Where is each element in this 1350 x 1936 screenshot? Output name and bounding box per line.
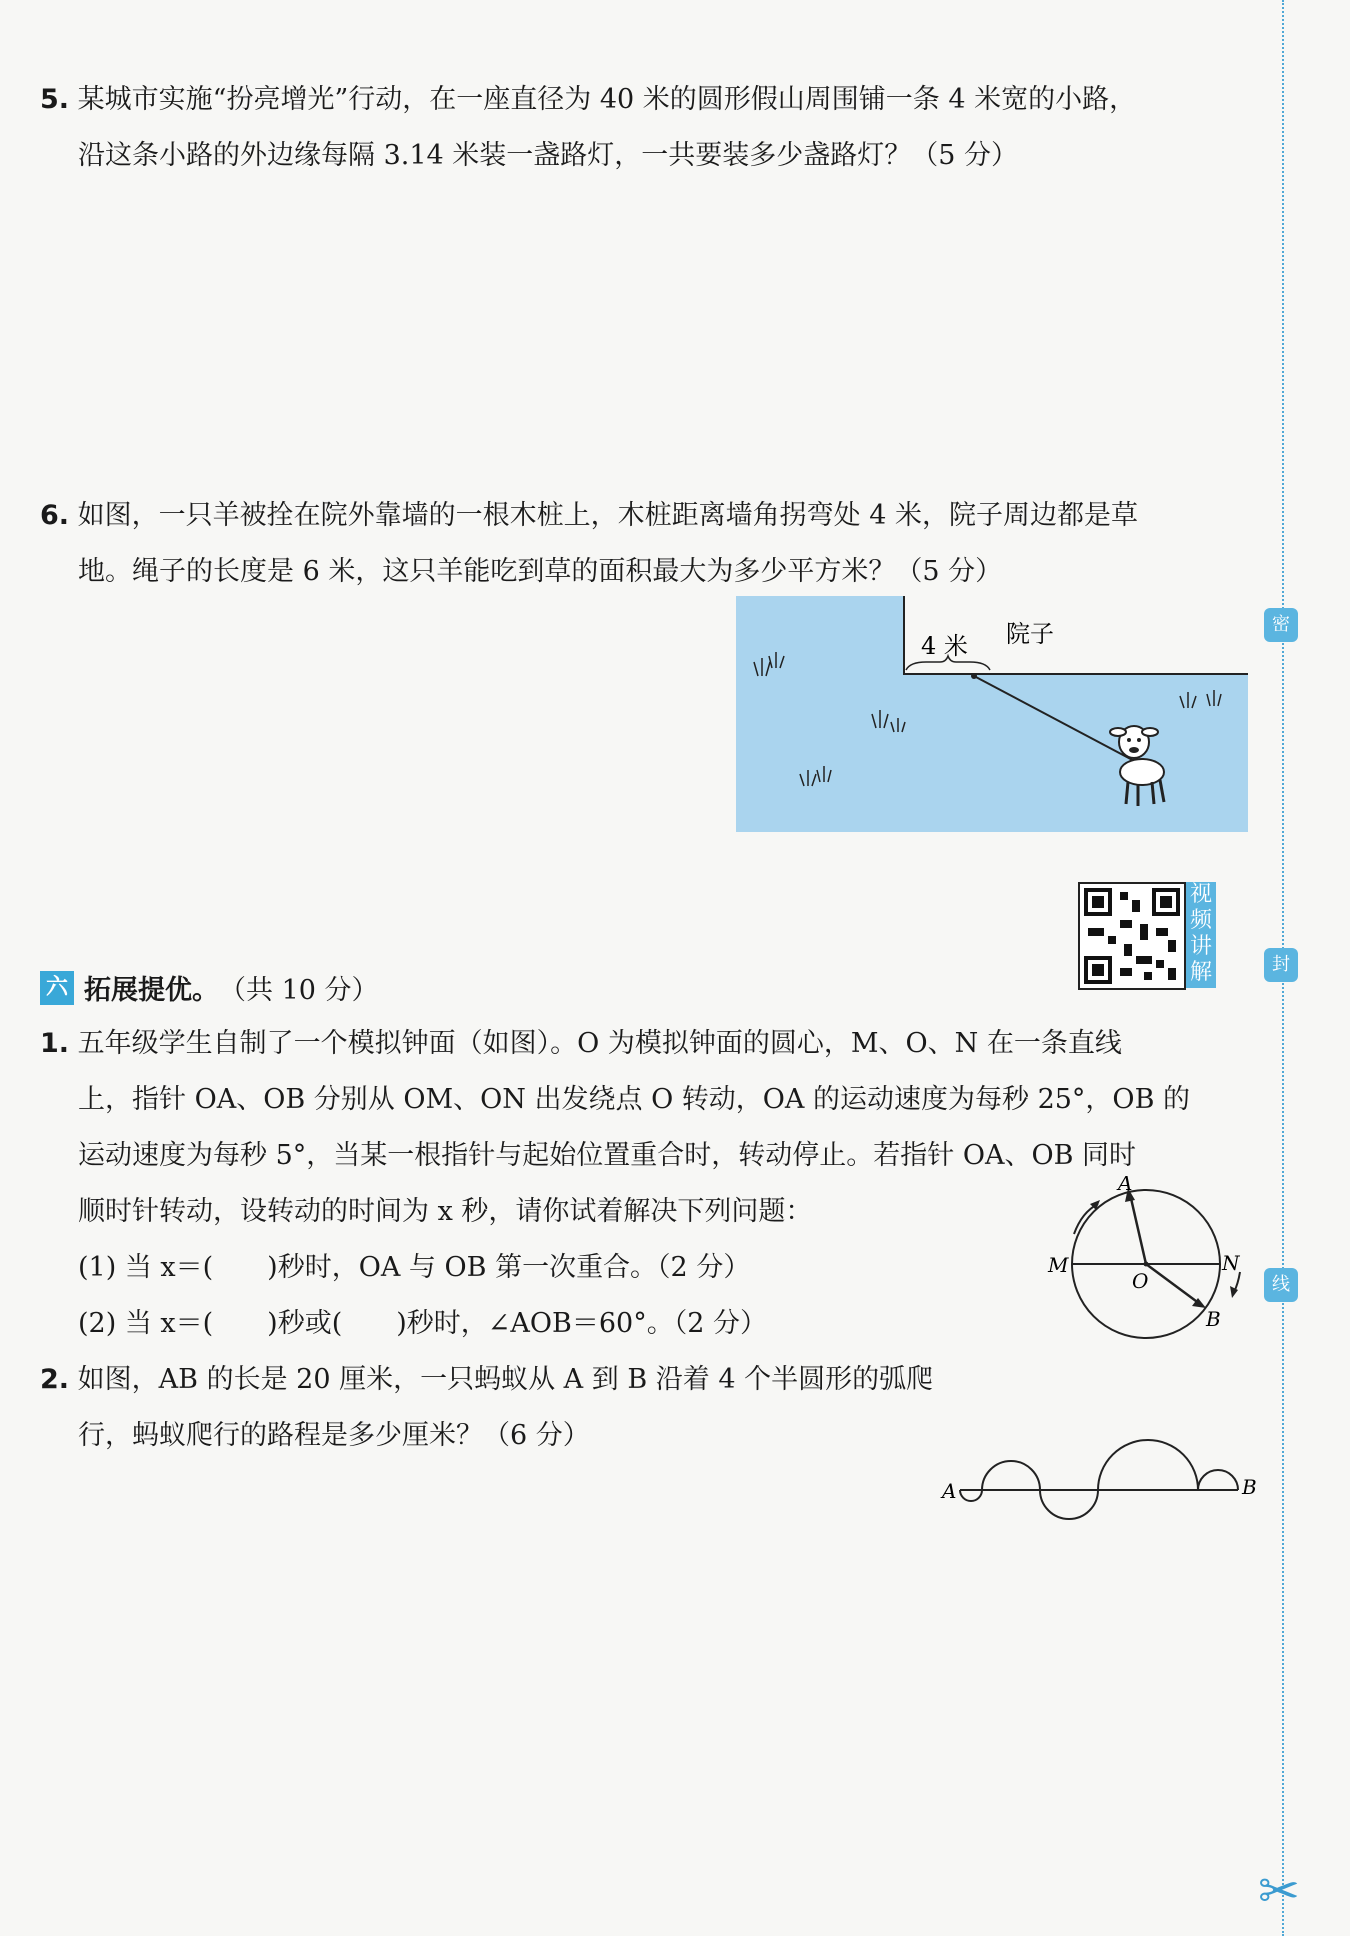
question-text-line: 沿这条小路的外边缘每隔 3.14 米装一盏路灯，一共要装多少盏路灯？（5 分）: [78, 140, 1019, 171]
question-number: 2.: [40, 1364, 70, 1395]
question-text-line: 五年级学生自制了一个模拟钟面（如图）。O 为模拟钟面的圆心，M、O、N 在一条直线: [77, 1028, 1122, 1059]
qr-label: [1186, 882, 1216, 988]
qr-label-char: 解: [1189, 960, 1212, 985]
problem-1: [40, 1016, 1190, 1352]
center-point: [1144, 1262, 1149, 1267]
label-a: A: [1118, 1176, 1133, 1195]
semicircle-arc: [960, 1490, 982, 1501]
question-text-line: 行，蚂蚁爬行的路程是多少厘米？（6 分）: [78, 1420, 590, 1451]
qr-label-char: 视: [1189, 882, 1212, 907]
label-b: B: [1242, 1475, 1257, 1499]
section-title: 拓展提优。: [84, 975, 219, 1006]
semicircle-path-figure: [940, 1424, 1260, 1544]
question-number: 1.: [40, 1028, 70, 1059]
question-text-line: 运动速度为每秒 5°，当某一根指针与起始位置重合时，转动停止。若指针 OA、OB 同时: [78, 1140, 1137, 1171]
qr-code[interactable]: [1078, 882, 1186, 990]
sub-question: (1) 当 x＝( )秒时，OA 与 OB 第一次重合。（2 分）: [78, 1252, 751, 1283]
sub-question: (2) 当 x＝( )秒或( )秒时，∠AOB＝60°。（2 分）: [78, 1308, 767, 1339]
question-text-line: 顺时针转动，设转动的时间为 x 秒，请你试着解决下列问题：: [78, 1196, 813, 1227]
problem-2: [40, 1352, 933, 1464]
distance-label: 4 米: [921, 632, 968, 660]
qr-label-char: 讲: [1189, 934, 1212, 959]
question-text-line: 上，指针 OA、OB 分别从 OM、ON 出发绕点 O 转动，OA 的运动速度为每秒 25°，OB 的: [78, 1084, 1190, 1115]
section-badge: 六: [40, 971, 74, 1005]
question-number: 6.: [40, 500, 70, 531]
question-5: [40, 72, 1136, 184]
label-a: A: [942, 1479, 957, 1503]
hand-ob: [1146, 1264, 1200, 1304]
yard-label: 院子: [1006, 620, 1054, 648]
semicircle-arc: [1040, 1490, 1098, 1519]
question-text-line: 如图，一只羊被拴在院外靠墙的一根木桩上，木桩距离墙角拐弯处 4 米，院子周边都是草: [77, 500, 1138, 531]
goat-yard-figure: [736, 596, 1248, 836]
question-text-line: 某城市实施“扮亮增光”行动，在一座直径为 40 米的圆形假山周围铺一条 4 米宽的小路，: [77, 84, 1137, 115]
section-points: （共 10 分）: [219, 975, 379, 1006]
label-n: N: [1222, 1251, 1240, 1275]
qr-pattern: [1080, 884, 1184, 988]
section-heading: [40, 968, 379, 1007]
question-text-line: 地。绳子的长度是 6 米，这只羊能吃到草的面积最大为多少平方米？（5 分）: [78, 556, 1003, 587]
label-o: O: [1132, 1269, 1149, 1293]
semicircle-arc: [982, 1461, 1040, 1490]
scissors-icon: ✂: [1258, 1862, 1300, 1920]
side-tag: 密: [1264, 608, 1298, 642]
semicircle-arc: [1198, 1470, 1238, 1490]
label-b: B: [1206, 1307, 1221, 1331]
clock-figure: [1036, 1176, 1256, 1356]
label-m: M: [1048, 1253, 1069, 1277]
question-number: 5.: [40, 84, 70, 115]
qr-label-char: 频: [1189, 908, 1212, 933]
side-tag: 线: [1264, 1268, 1298, 1302]
side-tag: 封: [1264, 948, 1298, 982]
question-text-line: 如图，AB 的长是 20 厘米，一只蚂蚁从 A 到 B 沿着 4 个半圆形的弧爬: [77, 1364, 934, 1395]
question-6: [40, 488, 1138, 600]
hand-oa: [1130, 1194, 1146, 1264]
semicircle-arc: [1098, 1440, 1198, 1490]
